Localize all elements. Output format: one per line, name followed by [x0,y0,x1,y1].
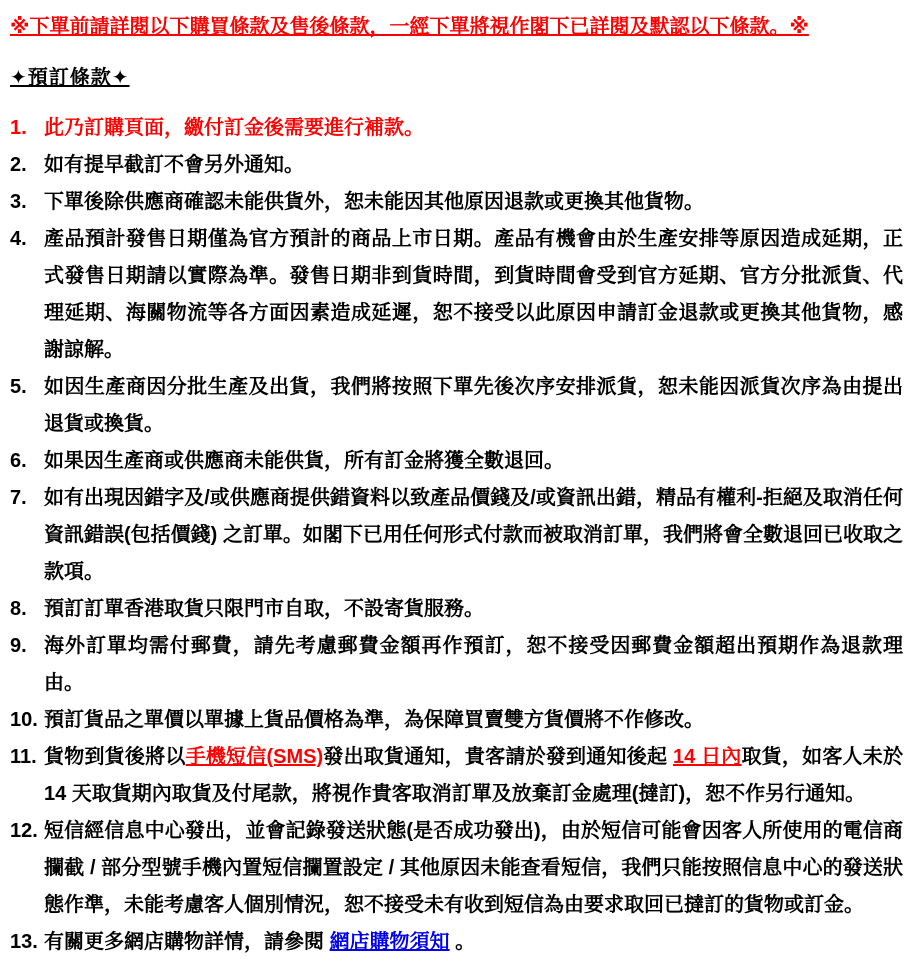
text-segment: 取貨，如客人未於 14 天取貨期內取貨及付尾款，將視作貴客取消訂單及放棄訂金處理(撻訂)，恕不作另行通知。 [44,746,904,805]
item-text [44,702,905,739]
item-number: 10. [10,709,38,731]
terms-list [10,110,905,961]
term-item-10 [10,702,905,739]
term-item-3 [10,184,905,221]
text-segment: 短信經信息中心發出，並會記錄發送狀態(是否成功發出)，由於短信可能會因客人所使用的電信商攔截 / 部分型號手機內置短信攔置設定 / 其他原因未能查看短信，我們只能按照信息中心的發送狀態作準，未能考慮客人個別情況，恕不接受未有收到短信為由要求取回已撻訂的貨物或訂金。 [44,820,903,916]
text-segment: 如因生產商因分批生產及出貨，我們將按照下單先後次序安排派貨，恕未能因派貨次序為由提出退貨或換貨。 [44,376,903,435]
item-text [44,480,905,591]
item-text [44,628,905,702]
text-segment: 貨物到貨後將以 [44,746,186,768]
purchase-terms-header: ※下單前請詳閱以下購買條款及售後條款，一經下單將視作閣下已詳閱及默認以下條款。※ [10,16,809,38]
term-item-11 [10,739,905,813]
item-number: 8. [10,598,27,620]
term-item-2 [10,147,905,184]
text-segment: 有關更多網店購物詳情，請參閱 [44,931,330,953]
text-segment: 。 [449,931,476,953]
item-text [44,147,905,184]
item-number: 7. [10,487,27,509]
item-number: 6. [10,450,27,472]
text-segment: 產品預計發售日期僅為官方預計的商品上市日期。產品有機會由於生產安排等原因造成延期，正式發售日期請以實際為準。發售日期非到貨時間，到貨時間會受到官方延期、官方分批派貨、代理延期、海關物流等各方面因素造成延遲，恕不接受以此原因申請訂金退款或更換其他貨物，感謝諒解。 [44,228,903,361]
text-segment: 下單後除供應商確認未能供貨外，恕未能因其他原因退款或更換其他貨物。 [44,191,704,213]
item-text [44,813,905,924]
item-text [44,924,905,961]
text-segment: 如果因生產商或供應商未能供貨，所有訂金將獲全數退回。 [44,450,564,472]
item-text [44,221,905,369]
text-segment: 海外訂單均需付郵費，請先考慮郵費金額再作預訂，恕不接受因郵費金額超出預期作為退款理由。 [44,635,903,694]
item-text [44,184,905,221]
section-title: ✦預訂條款✦ [10,67,130,89]
term-item-6 [10,443,905,480]
term-item-4 [10,221,905,369]
item-number: 9. [10,635,27,657]
item-number: 13. [10,931,38,953]
item-number: 11. [10,746,37,768]
term-item-12 [10,813,905,924]
text-segment: 預訂訂單香港取貨只限門市自取，不設寄貨服務。 [44,598,484,620]
item-text [44,739,905,813]
text-segment: 發出取貨通知，貴客請於發到通知後起 [323,746,673,768]
item-text [44,591,905,628]
item-number: 12. [10,820,38,842]
item-number: 5. [10,376,27,398]
text-segment: 如有出現因錯字及/或供應商提供錯資料以致產品價錢及/或資訊出錯，精品有權利-拒絕及取消任何資訊錯誤(包括價錢) 之訂單。如閣下已用任何形式付款而被取消訂單，我們將會全數退回已收取之款項。 [44,487,903,583]
item-number: 1. [10,117,27,139]
term-item-7 [10,480,905,591]
text-segment: 此乃訂購頁面，繳付訂金後需要進行補款。 [44,117,424,139]
item-number: 4. [10,228,27,250]
item-text [44,369,905,443]
store-shopping-notice-link[interactable]: 網店購物須知 [329,931,450,953]
term-item-1 [10,110,905,147]
term-item-8 [10,591,905,628]
text-segment: 如有提早截訂不會另外通知。 [44,154,304,176]
item-text [44,443,905,480]
text-segment: 預訂貨品之單價以單據上貨品價格為準，為保障買賣雙方貨價將不作修改。 [44,709,704,731]
highlighted-text: 14 日內 [672,746,742,768]
term-item-13 [10,924,905,961]
term-item-5 [10,369,905,443]
item-number: 3. [10,191,27,213]
term-item-9 [10,628,905,702]
item-text [44,110,905,147]
item-number: 2. [10,154,27,176]
highlighted-text: 手機短信(SMS) [185,746,324,768]
